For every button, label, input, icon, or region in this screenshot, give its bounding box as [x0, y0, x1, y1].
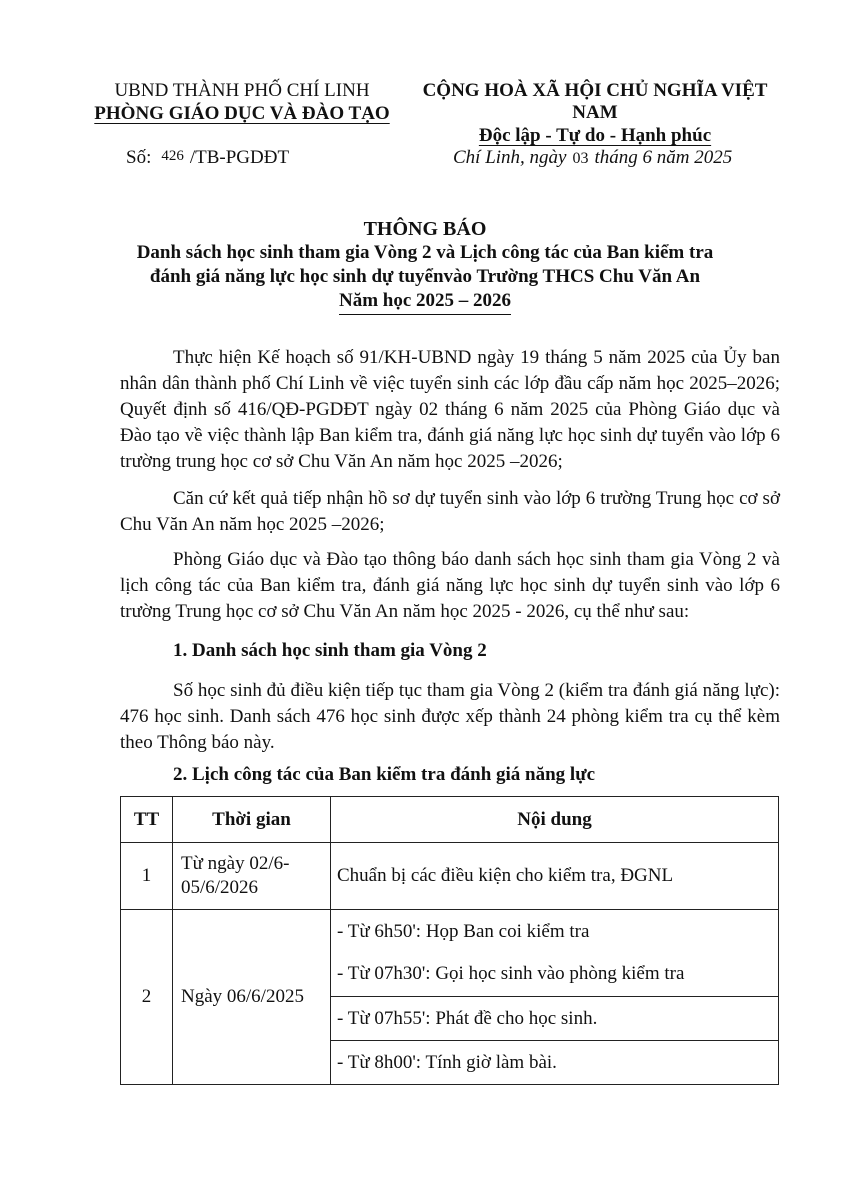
row-2-tt: 2 [121, 910, 173, 1085]
row-2-activity-c: - Từ 07h55': Phát đề cho học sinh. [331, 997, 779, 1041]
paragraph-grounds: Căn cứ kết quả tiếp nhận hồ sơ dự tuyển sinh vào lớp 6 trường Trung học cơ sở Chu Văn An năm học 2025 –2026; [120, 488, 780, 535]
national-motto: Độc lập - Tự do - Hạnh phúc [478, 125, 712, 146]
row-1-time: Từ ngày 02/6-05/6/2026 [173, 843, 331, 910]
national-title: CỘNG HOÀ XÃ HỘI CHỦ NGHĨA VIỆT NAM [422, 80, 768, 123]
section-1-text: Số học sinh đủ điều kiện tiếp tục tham gia Vòng 2 (kiểm tra đánh giá năng lực): 476 học sinh. Danh sách 476 học sinh được xếp thành 24 phòng kiểm tra cụ thể kèm theo Thông báo này. [120, 680, 780, 753]
header-content: Nội dung [331, 797, 779, 843]
document-title [80, 217, 770, 315]
document-date: Chí Linh, ngày 03 tháng 6 năm 2025 [453, 147, 733, 168]
issuer-department: PHÒNG GIÁO DỤC VÀ ĐÀO TẠO [94, 103, 390, 124]
section-2-heading: 2. Lịch công tác của Ban kiểm tra đánh giá năng lực [173, 764, 596, 785]
activity-item: - Từ 07h30': Gọi học sinh vào phòng kiểm tra [337, 963, 685, 984]
paragraph-basis: Thực hiện Kế hoạch số 91/KH-UBND ngày 19 tháng 5 năm 2025 của Ủy ban nhân dân thành phố Chí Linh về việc tuyển sinh các lớp đầu cấp năm học 2025–2026; Quyết định số 416/QĐ-PGDĐT ngày 02 tháng 6 năm 2025 của Phòng Giáo dục và Đào tạo về việc thành lập Ban kiểm tra, đánh giá năng lực học sinh dự tuyển vào lớp 6 trường trung học cơ sở Chu Văn An năm học 2025 –2026; [120, 347, 780, 472]
national-motto-block [400, 80, 790, 148]
title-year: Năm học 2025 – 2026 [339, 289, 511, 315]
section-1-heading: 1. Danh sách học sinh tham gia Vòng 2 [173, 640, 487, 661]
schedule-table [120, 796, 779, 1085]
row-1-content: Chuẩn bị các điều kiện cho kiểm tra, ĐGNL [331, 843, 779, 910]
activity-item: - Từ 6h50': Họp Ban coi kiểm tra [337, 921, 590, 942]
header-tt: TT [121, 797, 173, 843]
issuer-block [92, 80, 392, 126]
table-row [121, 843, 779, 910]
document-number: Số: 426 /TB-PGDĐT [126, 147, 290, 168]
issuer-authority: UBND THÀNH PHỐ CHÍ LINH [114, 80, 370, 101]
title-line-2: đánh giá năng lực học sinh dự tuyểnvào Trường THCS Chu Văn An [149, 266, 701, 287]
title-line-1: Danh sách học sinh tham gia Vòng 2 và Lịch công tác của Ban kiểm tra [136, 242, 714, 263]
title-main: THÔNG BÁO [363, 218, 487, 240]
table-row [121, 910, 779, 997]
row-2-activity-d: - Từ 8h00': Tính giờ làm bài. [331, 1041, 779, 1085]
row-2-activities-a [331, 910, 779, 997]
paragraph-announcement: Phòng Giáo dục và Đào tạo thông báo danh sách học sinh tham gia Vòng 2 và lịch công tác của Ban kiểm tra, đánh giá năng lực học sinh dự tuyển sinh vào lớp 6 trường Trung học cơ sở Chu Văn An năm học 2025 - 2026, cụ thể như sau: [120, 549, 780, 622]
header-time: Thời gian [173, 797, 331, 843]
row-1-tt: 1 [121, 843, 173, 910]
row-2-time: Ngày 06/6/2025 [173, 910, 331, 1085]
table-header-row [121, 797, 779, 843]
